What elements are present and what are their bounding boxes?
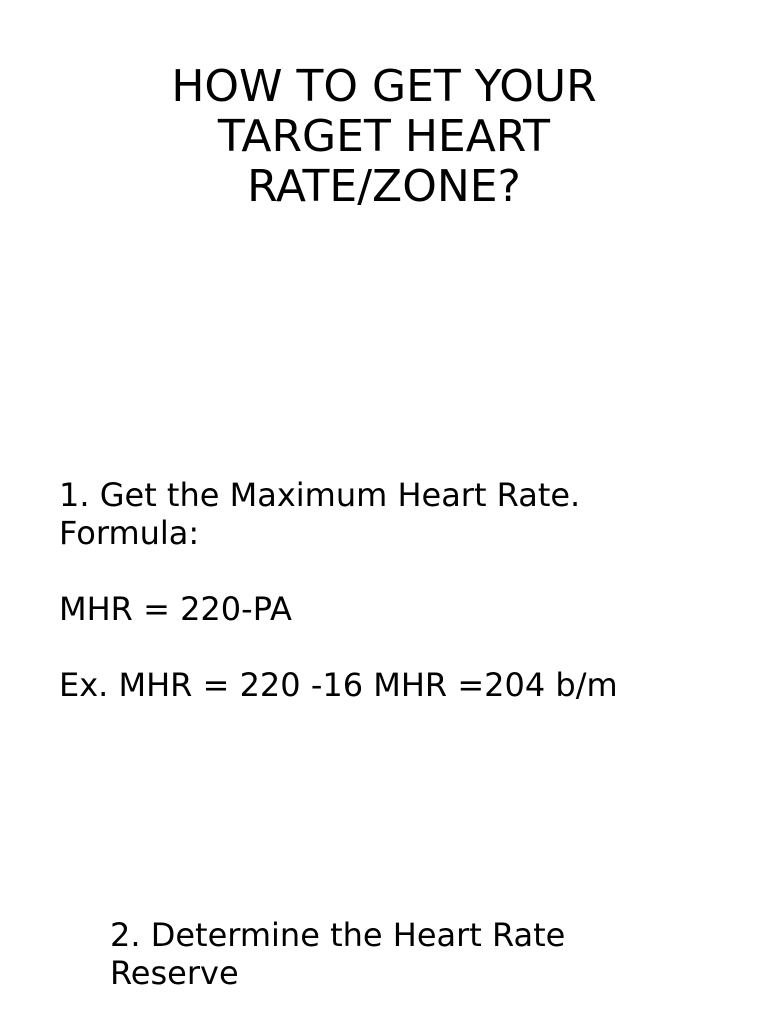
step-1-section bbox=[59, 476, 759, 704]
title-line-1: HOW TO GET YOUR bbox=[171, 61, 597, 112]
step-2-heading-line-2: Reserve bbox=[110, 954, 239, 992]
title-line-3: RATE/ZONE? bbox=[247, 161, 521, 212]
step-1-heading: 1. Get the Maximum Heart Rate. bbox=[59, 476, 581, 514]
spacer bbox=[59, 628, 759, 666]
example-text: Ex. MHR = 220 -16 MHR =204 b/m bbox=[59, 666, 618, 704]
formula-text: MHR = 220-PA bbox=[59, 590, 292, 628]
step-2-section bbox=[110, 916, 750, 992]
formula-label: Formula: bbox=[59, 514, 200, 552]
step-2-heading-line-1: 2. Determine the Heart Rate bbox=[110, 916, 566, 954]
spacer bbox=[59, 552, 759, 590]
page-title bbox=[0, 62, 768, 212]
title-line-2: TARGET HEART bbox=[217, 111, 551, 162]
